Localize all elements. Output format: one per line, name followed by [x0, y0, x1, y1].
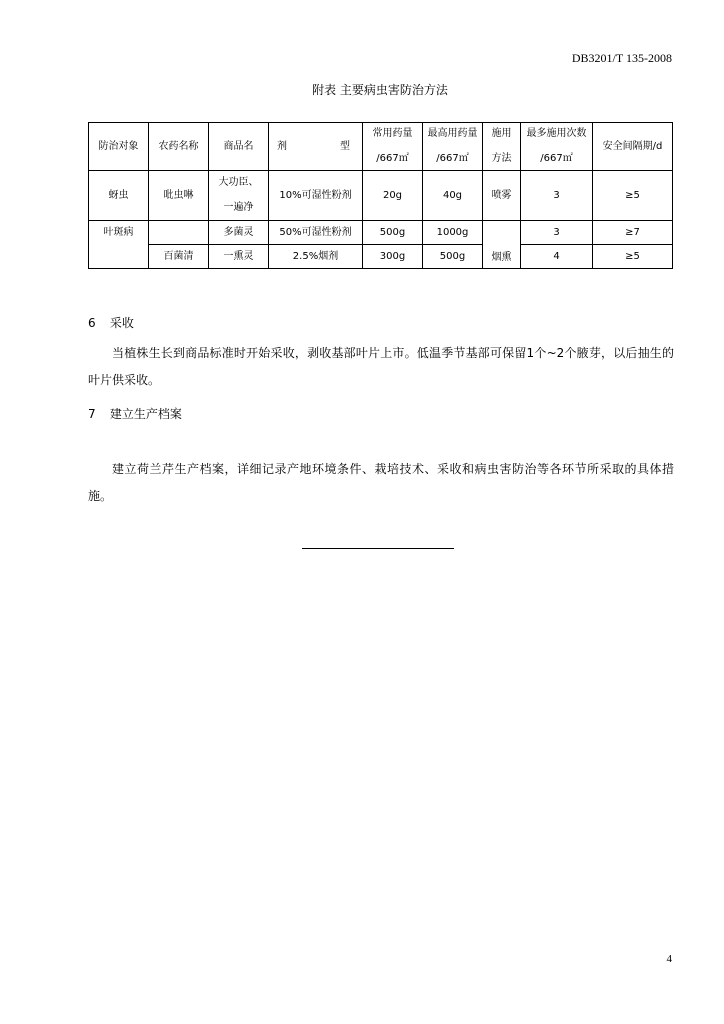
row-product — [209, 171, 269, 221]
row-interval: ≥5 — [593, 171, 673, 221]
section-number: 7 — [88, 407, 96, 421]
header-formulation-left: 剂 — [277, 140, 287, 152]
row-target: 叶斑病 — [89, 221, 149, 269]
row-formulation: 50%可湿性粉剂 — [269, 221, 363, 245]
row-product: 一熏灵 — [209, 245, 269, 269]
header-max-dose-line2: /667㎡ — [436, 153, 469, 164]
row-pesticide — [149, 221, 209, 245]
end-rule — [302, 548, 454, 549]
row-max-dose: 40g — [423, 171, 483, 221]
row-max-times: 3 — [521, 171, 593, 221]
section-title: 建立生产档案 — [109, 407, 182, 421]
table-header-row — [89, 123, 673, 171]
row-product-line1: 大功臣、 — [218, 177, 259, 188]
header-max-times-line2: /667㎡ — [540, 153, 573, 164]
row-max-dose: 500g — [423, 245, 483, 269]
section-number: 6 — [88, 316, 96, 330]
row-dose: 500g — [363, 221, 423, 245]
row-product: 多菌灵 — [209, 221, 269, 245]
row-interval: ≥7 — [593, 221, 673, 245]
header-dose-line1: 常用药量 — [372, 128, 413, 139]
header-interval: 安全间隔期/d — [593, 123, 673, 171]
table-caption: 附表 主要病虫害防治方法 — [312, 83, 448, 97]
document-id: DB3201/T 135-2008 — [571, 51, 672, 65]
row-formulation: 10%可湿性粉剂 — [269, 171, 363, 221]
table-row — [89, 171, 673, 221]
pest-control-table — [88, 122, 673, 269]
header-formulation-right: 型 — [340, 140, 350, 152]
row-max-dose: 1000g — [423, 221, 483, 245]
header-method — [483, 123, 521, 171]
header-formulation — [269, 123, 363, 171]
row-method: 烟熏 — [483, 221, 521, 269]
header-pesticide: 农药名称 — [149, 123, 209, 171]
row-product-line2: 一遍净 — [223, 202, 254, 213]
header-dose-line2: /667㎡ — [376, 153, 409, 164]
header-max-dose-line1: 最高用药量 — [427, 128, 478, 139]
header-dose — [363, 123, 423, 171]
section-title: 采收 — [109, 316, 134, 330]
row-pesticide: 百菌清 — [149, 245, 209, 269]
section-heading-harvest — [88, 314, 134, 331]
header-method-line1: 施用 — [491, 128, 512, 139]
section-heading-records — [88, 405, 182, 422]
header-product: 商品名 — [209, 123, 269, 171]
section-paragraph-harvest: 当植株生长到商品标准时开始采收，剥收基部叶片上市。低温季节基部可保留1个~2个腋芽，以后抽生的叶片供采收。 — [88, 346, 674, 387]
table-row — [89, 221, 673, 245]
header-max-dose — [423, 123, 483, 171]
page-number: 4 — [666, 953, 672, 965]
row-interval: ≥5 — [593, 245, 673, 269]
header-target: 防治对象 — [89, 123, 149, 171]
row-dose: 300g — [363, 245, 423, 269]
row-method: 喷雾 — [483, 171, 521, 221]
row-formulation: 2.5%烟剂 — [269, 245, 363, 269]
row-max-times: 4 — [521, 245, 593, 269]
header-method-line2: 方法 — [491, 153, 512, 164]
header-max-times — [521, 123, 593, 171]
row-pesticide: 吡虫啉 — [149, 171, 209, 221]
header-max-times-line1: 最多施用次数 — [526, 128, 587, 139]
section-paragraph-records: 建立荷兰芹生产档案，详细记录产地环境条件、栽培技术、采收和病虫害防治等各环节所采取的具体措施。 — [88, 462, 674, 503]
table-row — [89, 245, 673, 269]
row-max-times: 3 — [521, 221, 593, 245]
row-target: 蚜虫 — [89, 171, 149, 221]
row-dose: 20g — [363, 171, 423, 221]
